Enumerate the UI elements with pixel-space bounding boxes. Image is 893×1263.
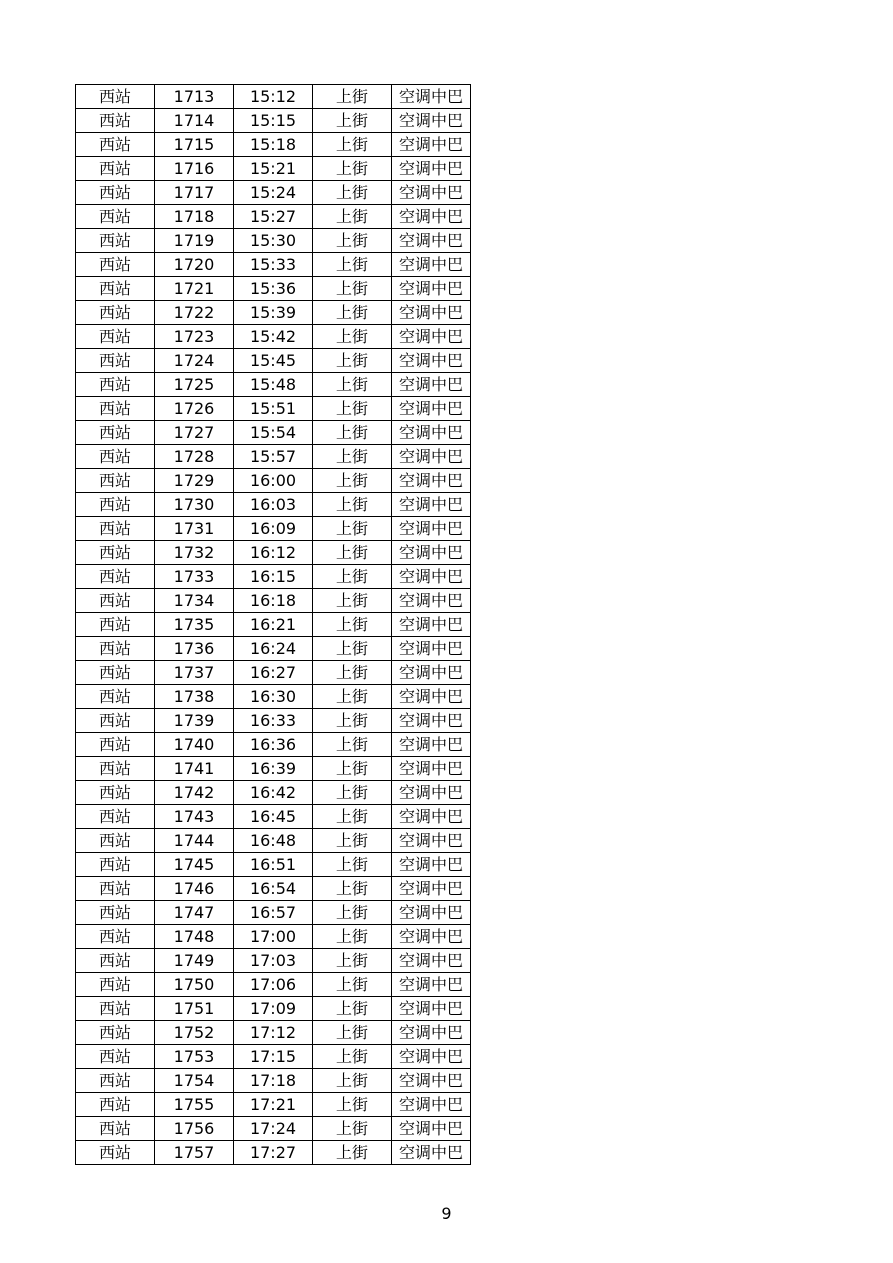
destination-cell: 上街 — [313, 253, 392, 277]
destination-cell: 上街 — [313, 973, 392, 997]
table-row — [76, 109, 471, 133]
destination-cell: 上街 — [313, 517, 392, 541]
station-cell: 西站 — [76, 133, 155, 157]
trip-number-cell: 1732 — [155, 541, 234, 565]
departure-time-cell: 15:27 — [234, 205, 313, 229]
bus-type-cell: 空调中巴 — [392, 1021, 471, 1045]
table-row — [76, 733, 471, 757]
table-row — [76, 397, 471, 421]
trip-number-cell: 1757 — [155, 1141, 234, 1165]
station-cell: 西站 — [76, 205, 155, 229]
departure-time-cell: 16:18 — [234, 589, 313, 613]
destination-cell: 上街 — [313, 565, 392, 589]
departure-time-cell: 16:24 — [234, 637, 313, 661]
station-cell: 西站 — [76, 901, 155, 925]
table-row — [76, 277, 471, 301]
station-cell: 西站 — [76, 1045, 155, 1069]
destination-cell: 上街 — [313, 541, 392, 565]
destination-cell: 上街 — [313, 1045, 392, 1069]
bus-type-cell: 空调中巴 — [392, 709, 471, 733]
table-row — [76, 589, 471, 613]
station-cell: 西站 — [76, 853, 155, 877]
departure-time-cell: 16:09 — [234, 517, 313, 541]
bus-type-cell: 空调中巴 — [392, 301, 471, 325]
trip-number-cell: 1745 — [155, 853, 234, 877]
bus-type-cell: 空调中巴 — [392, 925, 471, 949]
departure-time-cell: 17:21 — [234, 1093, 313, 1117]
trip-number-cell: 1743 — [155, 805, 234, 829]
table-row — [76, 805, 471, 829]
departure-time-cell: 15:12 — [234, 85, 313, 109]
station-cell: 西站 — [76, 541, 155, 565]
destination-cell: 上街 — [313, 445, 392, 469]
table-row — [76, 85, 471, 109]
destination-cell: 上街 — [313, 1069, 392, 1093]
bus-type-cell: 空调中巴 — [392, 541, 471, 565]
trip-number-cell: 1714 — [155, 109, 234, 133]
table-row — [76, 229, 471, 253]
table-row — [76, 781, 471, 805]
table-row — [76, 1045, 471, 1069]
bus-type-cell: 空调中巴 — [392, 997, 471, 1021]
bus-type-cell: 空调中巴 — [392, 661, 471, 685]
trip-number-cell: 1737 — [155, 661, 234, 685]
destination-cell: 上街 — [313, 229, 392, 253]
departure-time-cell: 16:42 — [234, 781, 313, 805]
bus-type-cell: 空调中巴 — [392, 757, 471, 781]
table-row — [76, 517, 471, 541]
table-row — [76, 925, 471, 949]
destination-cell: 上街 — [313, 1093, 392, 1117]
bus-type-cell: 空调中巴 — [392, 373, 471, 397]
table-row — [76, 613, 471, 637]
table-row — [76, 301, 471, 325]
destination-cell: 上街 — [313, 133, 392, 157]
destination-cell: 上街 — [313, 661, 392, 685]
bus-type-cell: 空调中巴 — [392, 805, 471, 829]
bus-type-cell: 空调中巴 — [392, 853, 471, 877]
destination-cell: 上街 — [313, 901, 392, 925]
table-row — [76, 1093, 471, 1117]
bus-type-cell: 空调中巴 — [392, 349, 471, 373]
trip-number-cell: 1723 — [155, 325, 234, 349]
table-row — [76, 973, 471, 997]
trip-number-cell: 1734 — [155, 589, 234, 613]
trip-number-cell: 1750 — [155, 973, 234, 997]
trip-number-cell: 1719 — [155, 229, 234, 253]
departure-time-cell: 17:24 — [234, 1117, 313, 1141]
destination-cell: 上街 — [313, 373, 392, 397]
destination-cell: 上街 — [313, 589, 392, 613]
station-cell: 西站 — [76, 973, 155, 997]
departure-time-cell: 17:09 — [234, 997, 313, 1021]
station-cell: 西站 — [76, 1117, 155, 1141]
destination-cell: 上街 — [313, 397, 392, 421]
bus-type-cell: 空调中巴 — [392, 973, 471, 997]
bus-type-cell: 空调中巴 — [392, 157, 471, 181]
trip-number-cell: 1736 — [155, 637, 234, 661]
departure-time-cell: 17:15 — [234, 1045, 313, 1069]
destination-cell: 上街 — [313, 925, 392, 949]
departure-time-cell: 15:18 — [234, 133, 313, 157]
bus-type-cell: 空调中巴 — [392, 181, 471, 205]
departure-time-cell: 16:15 — [234, 565, 313, 589]
table-row — [76, 181, 471, 205]
trip-number-cell: 1724 — [155, 349, 234, 373]
station-cell: 西站 — [76, 109, 155, 133]
bus-type-cell: 空调中巴 — [392, 277, 471, 301]
bus-type-cell: 空调中巴 — [392, 205, 471, 229]
table-row — [76, 205, 471, 229]
trip-number-cell: 1741 — [155, 757, 234, 781]
table-row — [76, 421, 471, 445]
bus-type-cell: 空调中巴 — [392, 1045, 471, 1069]
bus-type-cell: 空调中巴 — [392, 877, 471, 901]
bus-type-cell: 空调中巴 — [392, 685, 471, 709]
destination-cell: 上街 — [313, 805, 392, 829]
departure-time-cell: 16:21 — [234, 613, 313, 637]
bus-type-cell: 空调中巴 — [392, 325, 471, 349]
departure-time-cell: 17:06 — [234, 973, 313, 997]
station-cell: 西站 — [76, 997, 155, 1021]
bus-type-cell: 空调中巴 — [392, 421, 471, 445]
station-cell: 西站 — [76, 661, 155, 685]
table-row — [76, 877, 471, 901]
bus-type-cell: 空调中巴 — [392, 1141, 471, 1165]
departure-time-cell: 17:27 — [234, 1141, 313, 1165]
departure-time-cell: 15:39 — [234, 301, 313, 325]
bus-type-cell: 空调中巴 — [392, 133, 471, 157]
station-cell: 西站 — [76, 877, 155, 901]
destination-cell: 上街 — [313, 349, 392, 373]
station-cell: 西站 — [76, 733, 155, 757]
bus-type-cell: 空调中巴 — [392, 637, 471, 661]
trip-number-cell: 1713 — [155, 85, 234, 109]
trip-number-cell: 1728 — [155, 445, 234, 469]
destination-cell: 上街 — [313, 685, 392, 709]
station-cell: 西站 — [76, 397, 155, 421]
destination-cell: 上街 — [313, 613, 392, 637]
table-row — [76, 373, 471, 397]
table-row — [76, 1117, 471, 1141]
station-cell: 西站 — [76, 469, 155, 493]
station-cell: 西站 — [76, 1069, 155, 1093]
destination-cell: 上街 — [313, 781, 392, 805]
station-cell: 西站 — [76, 1021, 155, 1045]
station-cell: 西站 — [76, 613, 155, 637]
trip-number-cell: 1756 — [155, 1117, 234, 1141]
bus-type-cell: 空调中巴 — [392, 1117, 471, 1141]
bus-type-cell: 空调中巴 — [392, 829, 471, 853]
trip-number-cell: 1726 — [155, 397, 234, 421]
destination-cell: 上街 — [313, 757, 392, 781]
destination-cell: 上街 — [313, 85, 392, 109]
departure-time-cell: 15:48 — [234, 373, 313, 397]
station-cell: 西站 — [76, 1141, 155, 1165]
table-row — [76, 997, 471, 1021]
trip-number-cell: 1749 — [155, 949, 234, 973]
bus-type-cell: 空调中巴 — [392, 517, 471, 541]
station-cell: 西站 — [76, 301, 155, 325]
trip-number-cell: 1729 — [155, 469, 234, 493]
trip-number-cell: 1746 — [155, 877, 234, 901]
departure-time-cell: 16:27 — [234, 661, 313, 685]
trip-number-cell: 1715 — [155, 133, 234, 157]
table-row — [76, 565, 471, 589]
table-row — [76, 133, 471, 157]
station-cell: 西站 — [76, 277, 155, 301]
station-cell: 西站 — [76, 157, 155, 181]
destination-cell: 上街 — [313, 637, 392, 661]
station-cell: 西站 — [76, 949, 155, 973]
page-number: 9 — [441, 1204, 452, 1223]
trip-number-cell: 1722 — [155, 301, 234, 325]
trip-number-cell: 1744 — [155, 829, 234, 853]
station-cell: 西站 — [76, 517, 155, 541]
bus-type-cell: 空调中巴 — [392, 565, 471, 589]
destination-cell: 上街 — [313, 1117, 392, 1141]
destination-cell: 上街 — [313, 157, 392, 181]
departure-time-cell: 17:03 — [234, 949, 313, 973]
departure-time-cell: 15:30 — [234, 229, 313, 253]
trip-number-cell: 1747 — [155, 901, 234, 925]
destination-cell: 上街 — [313, 205, 392, 229]
departure-time-cell: 16:33 — [234, 709, 313, 733]
destination-cell: 上街 — [313, 301, 392, 325]
destination-cell: 上街 — [313, 733, 392, 757]
station-cell: 西站 — [76, 349, 155, 373]
trip-number-cell: 1727 — [155, 421, 234, 445]
bus-type-cell: 空调中巴 — [392, 469, 471, 493]
trip-number-cell: 1748 — [155, 925, 234, 949]
trip-number-cell: 1738 — [155, 685, 234, 709]
trip-number-cell: 1755 — [155, 1093, 234, 1117]
station-cell: 西站 — [76, 85, 155, 109]
bus-type-cell: 空调中巴 — [392, 397, 471, 421]
departure-time-cell: 16:30 — [234, 685, 313, 709]
table-row — [76, 349, 471, 373]
table-row — [76, 253, 471, 277]
departure-time-cell: 15:33 — [234, 253, 313, 277]
trip-number-cell: 1735 — [155, 613, 234, 637]
departure-time-cell: 17:12 — [234, 1021, 313, 1045]
departure-time-cell: 15:21 — [234, 157, 313, 181]
trip-number-cell: 1721 — [155, 277, 234, 301]
station-cell: 西站 — [76, 1093, 155, 1117]
table-row — [76, 541, 471, 565]
destination-cell: 上街 — [313, 1021, 392, 1045]
destination-cell: 上街 — [313, 109, 392, 133]
table-row — [76, 469, 471, 493]
departure-time-cell: 16:03 — [234, 493, 313, 517]
table-row — [76, 757, 471, 781]
table-row — [76, 637, 471, 661]
trip-number-cell: 1751 — [155, 997, 234, 1021]
table-row — [76, 709, 471, 733]
schedule-table-body — [76, 85, 471, 1165]
station-cell: 西站 — [76, 637, 155, 661]
trip-number-cell: 1754 — [155, 1069, 234, 1093]
table-row — [76, 445, 471, 469]
departure-time-cell: 16:57 — [234, 901, 313, 925]
station-cell: 西站 — [76, 565, 155, 589]
bus-type-cell: 空调中巴 — [392, 85, 471, 109]
bus-type-cell: 空调中巴 — [392, 613, 471, 637]
table-row — [76, 325, 471, 349]
station-cell: 西站 — [76, 925, 155, 949]
table-row — [76, 949, 471, 973]
table-row — [76, 853, 471, 877]
departure-time-cell: 15:42 — [234, 325, 313, 349]
destination-cell: 上街 — [313, 493, 392, 517]
station-cell: 西站 — [76, 493, 155, 517]
destination-cell: 上街 — [313, 877, 392, 901]
trip-number-cell: 1718 — [155, 205, 234, 229]
station-cell: 西站 — [76, 709, 155, 733]
destination-cell: 上街 — [313, 1141, 392, 1165]
trip-number-cell: 1731 — [155, 517, 234, 541]
departure-time-cell: 15:54 — [234, 421, 313, 445]
destination-cell: 上街 — [313, 853, 392, 877]
bus-type-cell: 空调中巴 — [392, 733, 471, 757]
departure-time-cell: 16:51 — [234, 853, 313, 877]
destination-cell: 上街 — [313, 949, 392, 973]
destination-cell: 上街 — [313, 469, 392, 493]
trip-number-cell: 1720 — [155, 253, 234, 277]
departure-time-cell: 15:24 — [234, 181, 313, 205]
departure-time-cell: 16:39 — [234, 757, 313, 781]
station-cell: 西站 — [76, 229, 155, 253]
destination-cell: 上街 — [313, 325, 392, 349]
station-cell: 西站 — [76, 685, 155, 709]
departure-time-cell: 16:54 — [234, 877, 313, 901]
schedule-table — [75, 84, 471, 1165]
destination-cell: 上街 — [313, 997, 392, 1021]
departure-time-cell: 17:18 — [234, 1069, 313, 1093]
bus-type-cell: 空调中巴 — [392, 1069, 471, 1093]
departure-time-cell: 15:15 — [234, 109, 313, 133]
trip-number-cell: 1753 — [155, 1045, 234, 1069]
table-row — [76, 829, 471, 853]
trip-number-cell: 1730 — [155, 493, 234, 517]
bus-type-cell: 空调中巴 — [392, 229, 471, 253]
table-row — [76, 157, 471, 181]
bus-type-cell: 空调中巴 — [392, 589, 471, 613]
trip-number-cell: 1740 — [155, 733, 234, 757]
destination-cell: 上街 — [313, 181, 392, 205]
table-row — [76, 685, 471, 709]
table-row — [76, 1141, 471, 1165]
destination-cell: 上街 — [313, 277, 392, 301]
station-cell: 西站 — [76, 805, 155, 829]
departure-time-cell: 15:51 — [234, 397, 313, 421]
bus-type-cell: 空调中巴 — [392, 253, 471, 277]
station-cell: 西站 — [76, 829, 155, 853]
departure-time-cell: 16:00 — [234, 469, 313, 493]
departure-time-cell: 15:36 — [234, 277, 313, 301]
bus-type-cell: 空调中巴 — [392, 1093, 471, 1117]
station-cell: 西站 — [76, 325, 155, 349]
station-cell: 西站 — [76, 181, 155, 205]
table-row — [76, 1021, 471, 1045]
table-row — [76, 661, 471, 685]
table-row — [76, 1069, 471, 1093]
trip-number-cell: 1739 — [155, 709, 234, 733]
trip-number-cell: 1733 — [155, 565, 234, 589]
destination-cell: 上街 — [313, 709, 392, 733]
bus-type-cell: 空调中巴 — [392, 781, 471, 805]
departure-time-cell: 16:12 — [234, 541, 313, 565]
bus-type-cell: 空调中巴 — [392, 949, 471, 973]
station-cell: 西站 — [76, 373, 155, 397]
station-cell: 西站 — [76, 421, 155, 445]
bus-type-cell: 空调中巴 — [392, 493, 471, 517]
departure-time-cell: 15:45 — [234, 349, 313, 373]
destination-cell: 上街 — [313, 421, 392, 445]
trip-number-cell: 1717 — [155, 181, 234, 205]
trip-number-cell: 1752 — [155, 1021, 234, 1045]
station-cell: 西站 — [76, 253, 155, 277]
bus-type-cell: 空调中巴 — [392, 445, 471, 469]
trip-number-cell: 1716 — [155, 157, 234, 181]
bus-type-cell: 空调中巴 — [392, 901, 471, 925]
station-cell: 西站 — [76, 781, 155, 805]
table-row — [76, 901, 471, 925]
departure-time-cell: 16:48 — [234, 829, 313, 853]
station-cell: 西站 — [76, 445, 155, 469]
departure-time-cell: 17:00 — [234, 925, 313, 949]
departure-time-cell: 15:57 — [234, 445, 313, 469]
trip-number-cell: 1742 — [155, 781, 234, 805]
trip-number-cell: 1725 — [155, 373, 234, 397]
destination-cell: 上街 — [313, 829, 392, 853]
bus-type-cell: 空调中巴 — [392, 109, 471, 133]
departure-time-cell: 16:45 — [234, 805, 313, 829]
table-row — [76, 493, 471, 517]
station-cell: 西站 — [76, 589, 155, 613]
departure-time-cell: 16:36 — [234, 733, 313, 757]
station-cell: 西站 — [76, 757, 155, 781]
